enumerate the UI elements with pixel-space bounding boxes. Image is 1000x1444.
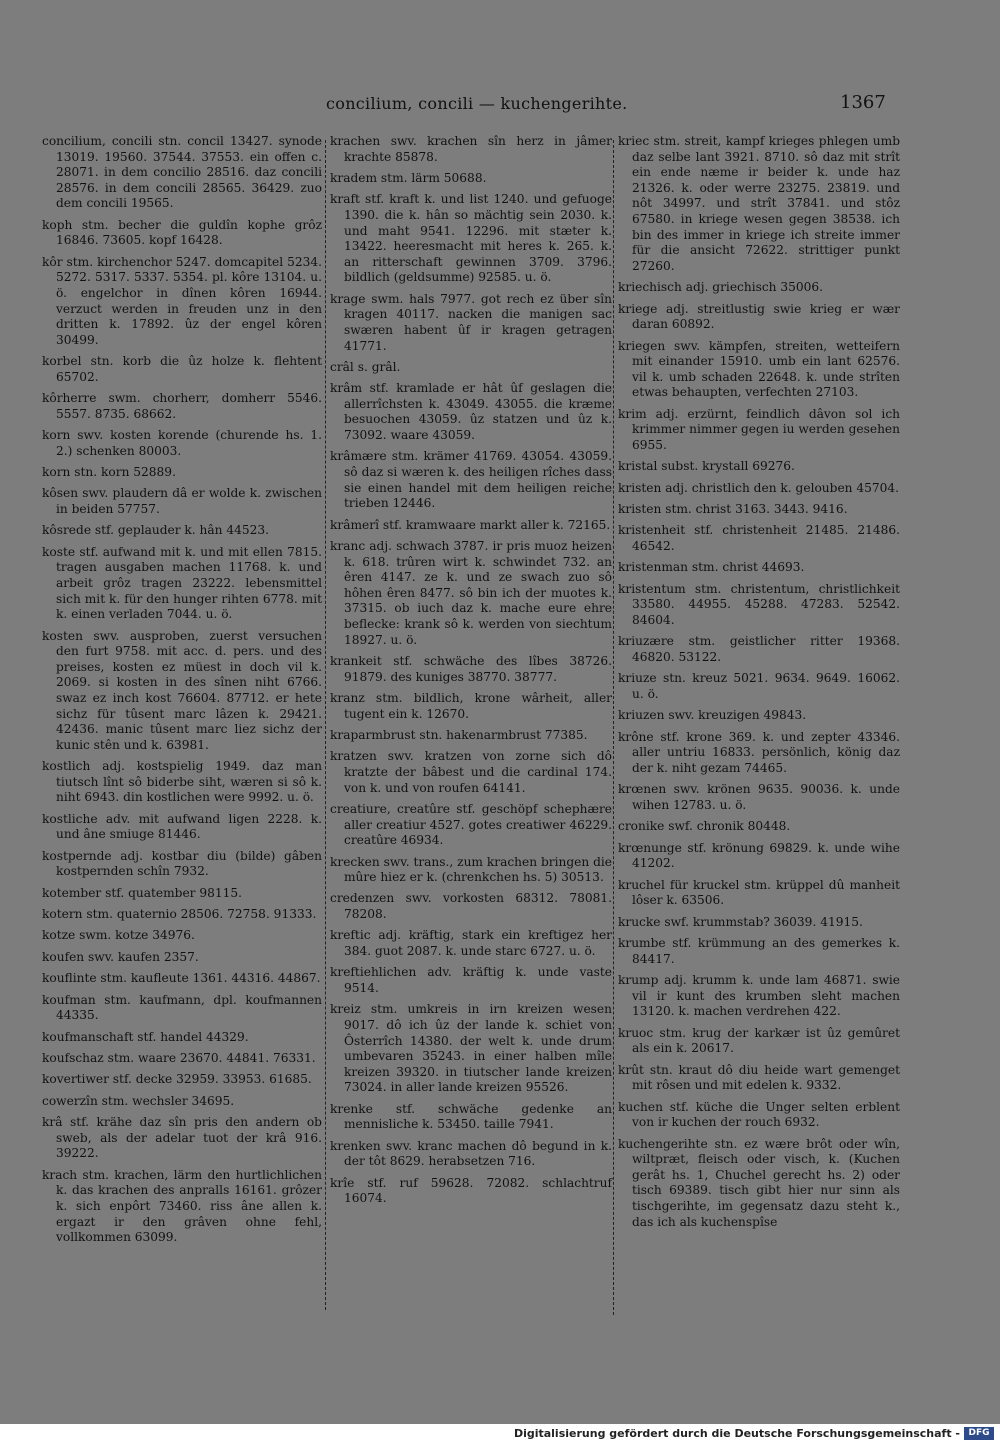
dictionary-entry: kristal subst. krystall 69276. [618,459,795,474]
dictionary-entry: koph stm. becher die guldîn kophe grôz 16846. 73605. kopf 16428. [42,217,322,248]
dfg-logo: DFG [964,1427,994,1440]
funding-note: Digitalisierung gefördert durch die Deutsche Forschungsgemeinschaft - [513,1427,960,1440]
dictionary-entry: krône stf. krone 369. k. und zepter 43346. aller untriu 16833. persönlich, könig daz der k. niht gezam 74465. [618,729,900,775]
dictionary-entry: cronike swf. chronik 80448. [618,819,791,834]
dictionary-entry: kôsrede stf. geplauder k. hân 44523. [42,523,270,538]
dictionary-entry: krenke stf. schwäche gedenke an mennisliche k. 53450. taille 7941. [330,1101,612,1132]
dictionary-entry: koste stf. aufwand mit k. und mit ellen 7815. tragen ausgaben machen 11768. k. und arbeit grôz tragen 23222. lebensmittel sich mit k. für den hunger rihten 6778. mit k. einen verladen 7044. u. ö. [42,544,322,622]
dictionary-entry: krucke swf. krummstab? 36039. 41915. [618,914,863,929]
dictionary-entry: kristen adj. christlich den k. gelouben 45704. [618,480,900,495]
dictionary-entry: krankeit stf. schwäche des lîbes 38726. 91879. des kuniges 38770. 38777. [330,653,612,684]
dictionary-entry: crâl s. grâl. [330,359,401,374]
dictionary-entry: kreftic adj. kräftig, stark ein kreftigez her 384. guot 2087. k. unde starc 6727. u. ö. [330,928,612,959]
dictionary-entry: koufen swv. kaufen 2357. [42,949,199,964]
dictionary-entry: credenzen swv. vorkosten 68312. 78081. 78208. [330,891,612,922]
dictionary-entry: kranz stm. bildlich, krone wârheit, aller tugent ein k. 12670. [330,690,612,721]
dictionary-entry: kotze swm. kotze 34976. [42,928,195,943]
dictionary-entry: krachen swv. krachen sîn herz in jâmer krachte 85878. [330,134,612,164]
dictionary-entry: kruoc stm. krug der karkær ist ûz gemûret als ein k. 20617. [618,1025,900,1056]
dictionary-entry: krâ stf. krähe daz sîn pris den andern ob sweb, als der adelar tuot der krâ 916. 39222. [42,1115,322,1161]
dictionary-entry: korbel stn. korb die ûz holze k. flehtent 65702. [42,354,322,384]
dictionary-entry: krût stn. kraut dô diu heide wart gemenget mit rôsen und mit edelen k. 9332. [618,1062,900,1093]
dictionary-entry: krach stm. krachen, lärm den hurtlichlichen k. das krachen des anpralls 16161. grôzer k. sich enpôrt 73460. riss âne allen k. ergazt ir den grâven ohne fehl, vollkommen 63099. [42,1167,322,1245]
dictionary-entry: korn stn. korn 52889. [42,465,176,480]
dictionary-entry: kriegen swv. kämpfen, streiten, wetteifern mit einander 15910. umb ein lant 62576. vil k. umb schaden 22648. k. unde strîten etwas behaupten, verfechten 27103. [618,338,900,400]
dictionary-entry: kranc adj. schwach 3787. ir pris muoz heizen k. 618. trûren wirt k. schwindet 732. an êren 4147. ze k. und ze swach zuo sô hôhen êren 8477. sô bin ich der muotes k. 37315. ob iuch daz k. mache eure ehre beflecke: krank sô k. werden von siechtum 18927. u. ö. [330,539,612,647]
column-middle [330,134,612,1213]
dictionary-entry: kristentum stm. christentum, christlichkeit 33580. 44955. 45288. 47283. 52542. 84604. [618,581,900,627]
dictionary-entry: kradem stm. lärm 50688. [330,170,487,185]
dictionary-entry: kôrherre swm. chorherr, domherr 5546. 5557. 8735. 68662. [42,391,322,421]
column-left [42,134,322,1252]
footer-bar [0,1424,1000,1444]
column-divider-right [613,140,614,1315]
dictionary-entry: korn swv. kosten korende (churende hs. 1. 2.) schenken 80003. [42,428,322,458]
dictionary-entry: kristenheit stf. christenheit 21485. 21486. 46542. [618,523,900,554]
dictionary-entry: kriuzen swv. kreuzigen 49843. [618,708,807,723]
column-divider-left [325,140,326,1310]
dictionary-entry: kreftiehlichen adv. kräftig k. unde vaste 9514. [330,965,612,996]
dictionary-entry: kratzen swv. kratzen von zorne sich dô kratzte der bâbest und die cardinal 174. von k. und von roufen 64141. [330,749,612,795]
dictionary-entry: krenken swv. kranc machen dô begund in k. der tôt 8629. herabsetzen 716. [330,1138,612,1169]
dictionary-entry: kriec stm. streit, kampf krieges phlegen umb daz selbe lant 3921. 8710. sô daz mit strît ein ende næme ir beider k. unde haz 21326. k. oder werre 23275. 23819. und nôt 34997. und strît 37841. und stôz 67580. in kriege wesen gegen 38538. ich bin des immer in kriege ich streite immer für die ansicht 72622. strittiger punkt 27260. [618,134,900,273]
dictionary-entry: kouflinte stm. kaufleute 1361. 44316. 44867. [42,971,321,986]
dictionary-entry: cowerzîn stm. wechsler 34695. [42,1093,235,1108]
dictionary-entry: kreiz stm. umkreis in irn kreizen wesen 9017. dô ich ûz der lande k. schiet von Ôsterrîch 14380. der welt k. unde drum umbevaren 35243. in einer halben mîle kreizen 39320. in tiutscher lande kreizen 73024. in aller lande kreizen 95526. [330,1002,612,1095]
dictionary-entry: kristen stm. christ 3163. 3443. 9416. [618,502,848,517]
dictionary-entry: kraparmbrust stn. hakenarmbrust 77385. [330,727,588,742]
dictionary-entry: kotern stm. quaternio 28506. 72758. 91333. [42,907,317,922]
dictionary-entry: kruchel für kruckel stm. krüppel dû manheit lôser k. 63506. [618,877,900,908]
dictionary-entry: krim adj. erzürnt, feindlich dâvon sol ich krimmer nimmer gegen iu werden gesehen 6955. [618,406,900,452]
dictionary-entry: kostliche adv. mit aufwand ligen 2228. k. und âne smiuge 81446. [42,811,322,842]
page-number: 1367 [840,92,886,113]
dictionary-entry: krump adj. krumm k. unde lam 46871. swie vil ir kunt des krumben sleht machen 13120. k. machen verdrehen 422. [618,973,900,1019]
dictionary-entry: kuchengerihte stn. ez wære brôt oder wîn, wiltpræt, fleisch oder visch, k. (Kuchen gerât hs. 1, Chuchel gerecht hs. 2) oder tisch 69389. tisch gibt hier nur sinn als tischgerihte, im gegensatz dazu steht k., das ich als kuchenspîse [618,1136,900,1229]
page-header [0,92,1000,118]
dictionary-entry: kriechisch adj. griechisch 35006. [618,280,824,295]
dictionary-entry: koufschaz stm. waare 23670. 44841. 76331. [42,1051,316,1066]
dictionary-entry: kôr stm. kirchenchor 5247. domcapitel 5234. 5272. 5317. 5337. 5354. pl. kôre 13104. u. ö. engelchor in dînen kôren 16944. verzuct werden in freuden unz in den dritten k. 17892. ûz der engel kôren 30499. [42,254,322,347]
column-right [618,134,900,1236]
dictionary-entry: krœnunge stf. krönung 69829. k. unde wihe 41202. [618,840,900,871]
dictionary-entry: kôsen swv. plaudern dâ er wolde k. zwischen in beiden 57757. [42,486,322,517]
dictionary-entry: krâmære stm. krämer 41769. 43054. 43059. sô daz si wæren k. des heiligen rîches dass sie einen handel mit dem heiligen reiche trieben 12446. [330,449,612,511]
dictionary-entry: kuchen stf. küche die Unger selten erblent von ir kuchen der rouch 6932. [618,1099,900,1130]
dictionary-entry: koufmanschaft stf. handel 44329. [42,1029,249,1044]
dictionary-entry: concilium, concili stn. concil 13427. synode 13019. 19560. 37544. 37553. ein offen c. 28071. in dem concilio 28516. daz concili 28576. in dem concili 28565. 36429. zuo dem concili 19565. [42,134,322,211]
dictionary-entry: kriuze stn. kreuz 5021. 9634. 9649. 16062. u. ö. [618,671,900,701]
dictionary-entry: krage swm. hals 7977. got rech ez über sîn kragen 40117. nacken die manigen sac swæren habent ûf ir kragen getragen 41771. [330,291,612,353]
dictionary-entry: krâmerî stf. kramwaare markt aller k. 72165. [330,517,611,532]
dictionary-entry: krecken swv. trans., zum krachen bringen die mûre hiez er k. (chrenkchen hs. 5) 30513. [330,854,612,885]
dictionary-entry: kostpernde adj. kostbar diu (bilde) gâben kostpernden schîn 7932. [42,848,322,879]
dictionary-entry: kraft stf. kraft k. und list 1240. und gefuoge 1390. die k. hân so mächtig sein 2030. k. und maht 9541. 12296. mit stæter k. 13422. heeresmacht mit heres k. 265. k. an ritterschaft gewinnen 3709. 3796. bildlich (geldsumme) 92585. u. ö. [330,192,612,285]
dictionary-entry: kriege adj. streitlustig swie krieg er wær daran 60892. [618,301,900,332]
dictionary-entry: krumbe stf. krümmung an des gemerkes k. 84417. [618,936,900,966]
dictionary-entry: kristenman stm. christ 44693. [618,560,805,575]
dictionary-entry: krâm stf. kramlade er hât ûf geslagen die allerrîchsten k. 43049. 43055. die kræme besuochen 43059. ûz statzen und ûz k. 73092. waare 43059. [330,381,612,443]
dictionary-entry: krîe stf. ruf 59628. 72082. schlachtruf 16074. [330,1175,612,1206]
dictionary-entry: kosten swv. ausproben, zuerst versuchen den furt 9758. mit acc. d. pers. und des preises, kosten ez müest in doch vil k. 2069. si kosten in des sînen niht 6766. swaz ez inch kost 76604. 87712. er hete sichz für tûsent marc lâzen k. 29421. 42436. manic tûsent marc liez sichz der kunic stên und k. 63981. [42,628,322,752]
dictionary-entry: kotember stf. quatember 98115. [42,885,243,900]
dictionary-entry: kriuzære stm. geistlicher ritter 19368. 46820. 53122. [618,634,900,664]
running-title: concilium, concili — kuchengerihte. [326,94,628,113]
dictionary-entry: kovertiwer stf. decke 32959. 33953. 61685. [42,1072,312,1087]
dictionary-entry: krœnen swv. krönen 9635. 90036. k. unde wihen 12783. u. ö. [618,782,900,812]
dictionary-entry: kostlich adj. kostspielig 1949. daz man tiutsch lînt sô biderbe siht, wæren si sô k. niht 6943. din kostlichen were 9992. u. ö. [42,759,322,805]
dictionary-entry: koufman stm. kaufmann, dpl. koufmannen 44335. [42,992,322,1023]
dictionary-entry: creatiure, creatûre stf. geschöpf schephære aller creatiur 4527. gotes creatiwer 46229. creatûre 46934. [330,801,612,848]
